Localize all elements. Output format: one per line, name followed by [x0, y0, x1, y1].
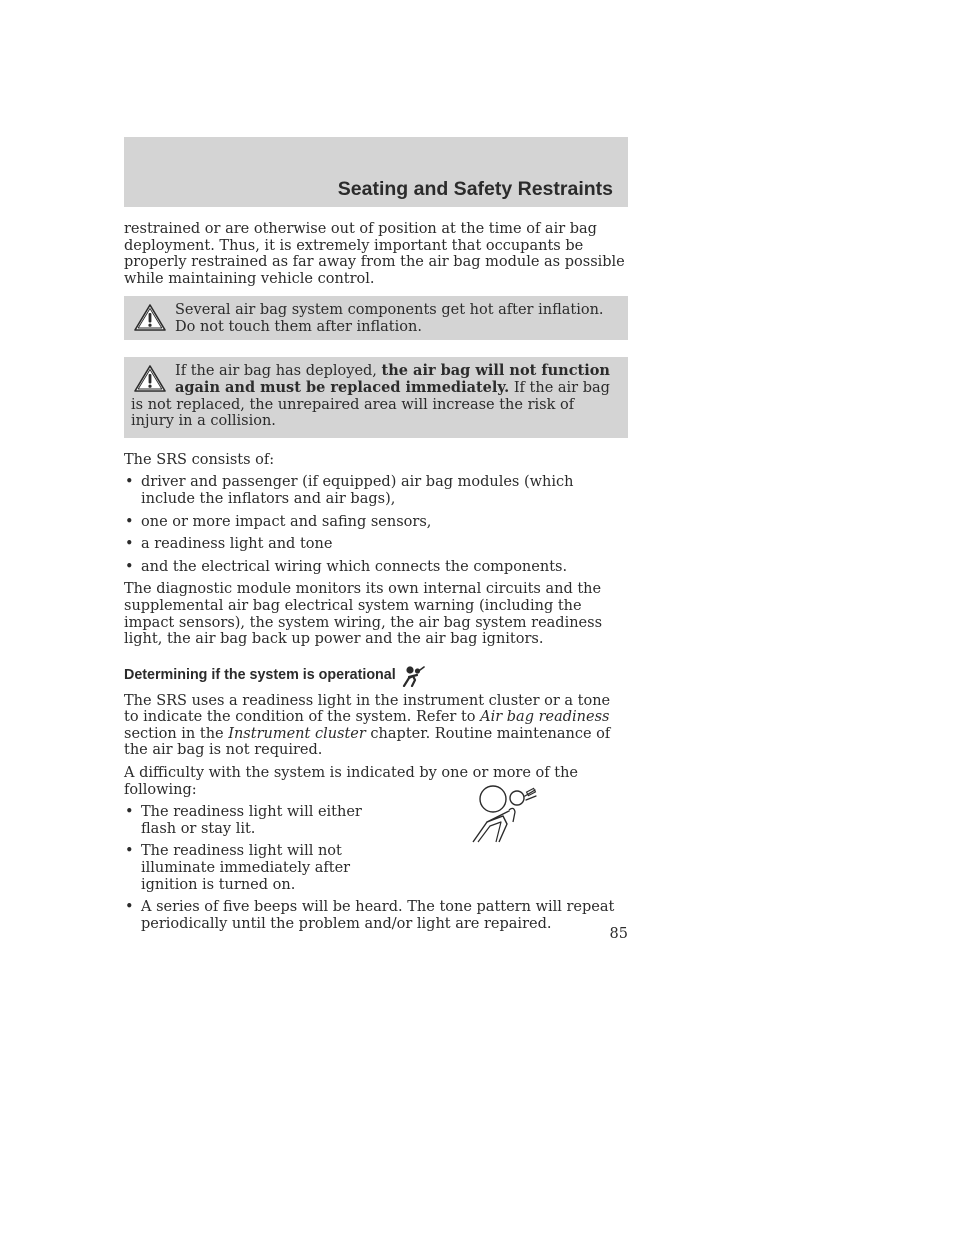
- srs-component-list: [124, 474, 628, 575]
- page-content: [124, 221, 628, 938]
- warning-triangle-icon: [133, 303, 167, 333]
- warning-box-deployed-airbag: [124, 357, 628, 437]
- warning-text-tail: If the air bag is not replaced, the unrepaired area will increase the risk of injury in a collision.: [131, 379, 610, 430]
- airbag-person-icon: [401, 665, 425, 687]
- header-band: [124, 137, 628, 207]
- airbag-readiness-light-icon: [469, 784, 537, 846]
- difficulty-list: [124, 804, 628, 932]
- warning-text-lead: If the air bag has deployed,: [175, 363, 382, 380]
- reference-air-bag-readiness: Air bag readiness: [480, 709, 610, 726]
- readiness-paragraph: The SRS uses a readiness light in the instrument cluster or a tone to indicate the condition of the system. Refer to Air bag readiness section in the Instrument cluster chapter. Routine maintenance of the air bag is not required.: [124, 692, 611, 759]
- list-item: • a readiness light and tone: [124, 536, 628, 553]
- page-number: 85: [609, 926, 628, 942]
- diagnostic-paragraph: The diagnostic module monitors its own internal circuits and the supplemental air bag electrical system warning (including the impact sensors), the system wiring, the air bag system readiness light, the air bag back up power and the air bag ignitors.: [124, 581, 603, 648]
- section-heading: [124, 665, 628, 687]
- list-item: • A series of five beeps will be heard. The tone pattern will repeat periodically until the problem and/or light are repaired.: [124, 899, 628, 932]
- intro-paragraph: restrained or are otherwise out of position at the time of air bag deployment. Thus, it is extremely important that occupants be properly restrained as far away from the air bag module as possible while maintaining vehicle control.: [124, 221, 625, 287]
- warning-box-hot-components: [124, 296, 628, 340]
- difficulty-paragraph: A difficulty with the system is indicated by one or more of the following:: [124, 765, 578, 798]
- srs-intro: The SRS consists of:: [124, 451, 275, 468]
- list-item: • one or more impact and safing sensors,: [124, 514, 628, 531]
- section-heading-text: Determining if the system is operational: [124, 667, 396, 684]
- list-item: • The readiness light will not illuminate immediately after ignition is turned on.: [124, 843, 386, 893]
- warning-text: Several air bag system components get hot after inflation. Do not touch them after inflation.: [175, 302, 604, 335]
- list-item: • The readiness light will either flash or stay lit.: [124, 804, 386, 837]
- warning-triangle-icon: [133, 364, 167, 394]
- list-item: • driver and passenger (if equipped) air bag modules (which include the inflators and air bags),: [124, 474, 628, 507]
- warning-text-bold: the air bag will not function again and must be replaced immediately.: [175, 362, 610, 396]
- list-item: • and the electrical wiring which connects the components.: [124, 559, 628, 576]
- page-title: Seating and Safety Restraints: [337, 178, 613, 200]
- reference-instrument-cluster: Instrument cluster: [228, 725, 366, 742]
